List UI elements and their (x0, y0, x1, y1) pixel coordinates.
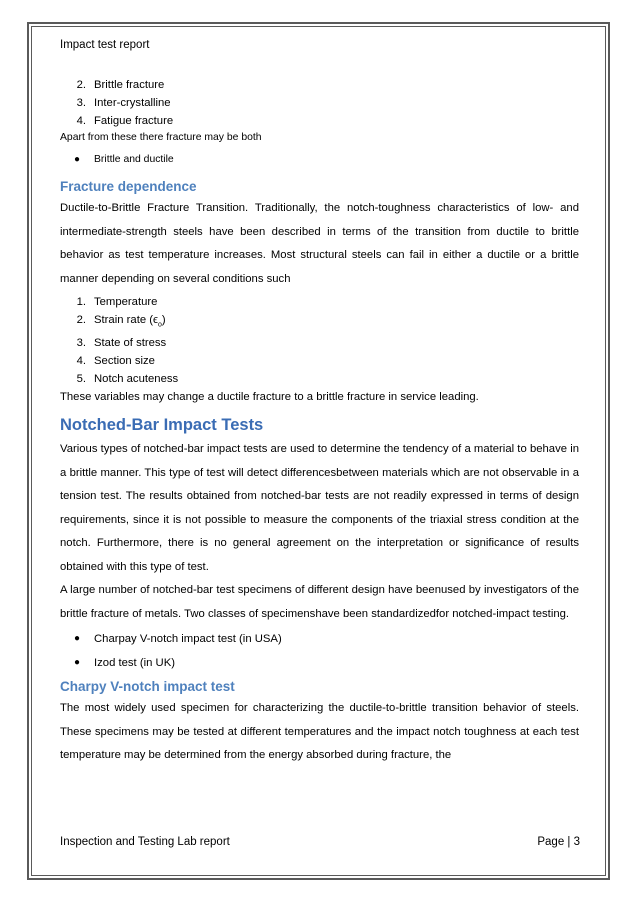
list-number: 3. (76, 337, 86, 350)
list-number: 5. (76, 373, 86, 386)
heading-charpy-v-notch: Charpy V-notch impact test (60, 679, 235, 695)
list-text: Brittle fracture (94, 79, 165, 91)
list-text: Brittle and ductile (94, 154, 174, 165)
list-text: Charpay V-notch impact test (in USA) (94, 633, 282, 646)
list-item (60, 112, 579, 130)
list-text: Izod test (in UK) (94, 657, 175, 670)
specimen-bullet-list (60, 627, 579, 675)
list-text: Fatigue fracture (94, 115, 174, 127)
heading-fracture-dependence: Fracture dependence (60, 179, 197, 194)
list-item (60, 76, 579, 94)
list-item (60, 94, 579, 112)
strain-rate-close: ) (161, 314, 166, 326)
variables-closing-text: These variables may change a ductile fracture to a brittle fracture in service leading. (60, 391, 479, 404)
notched-bar-paragraph-1: Various types of notched-bar impact tests are used to determine the tendency of a material to behave in a brittle manner. This type of test will detect differencesbetween materials which are not observable in a tension test. The results obtained from notched-bar tests are not readily expressed in terms of design requirements, since it is not possible to measure the components of the triaxial stress condition at the notch. Furthermore, there is no general agreement on the interpretation or significance of results obtained with this type of test. (60, 443, 579, 573)
document-body (60, 76, 579, 768)
page-number: Page | 3 (537, 836, 580, 848)
list-item (60, 352, 579, 370)
apart-text: Apart from these there fracture may be both (60, 132, 262, 143)
list-text: Notch acuteness (94, 373, 179, 386)
page-footer-title: Inspection and Testing Lab report (60, 836, 230, 848)
notched-bar-paragraph-2: A large number of notched-bar test specimens of different design have beenused by investigators of the brittle fracture of metals. Two classes of specimenshave been standardizedfor notched-impact testing. (60, 584, 579, 620)
list-text: State of stress (94, 337, 167, 350)
strain-rate-label: Strain rate (ϵ (94, 314, 159, 326)
list-item (60, 311, 579, 334)
both-bullet-list (60, 148, 579, 172)
heading-notched-bar-impact-tests: Notched-Bar Impact Tests (60, 416, 264, 435)
list-item (60, 627, 579, 651)
page-header: Impact test report (60, 39, 150, 51)
list-number: 1. (76, 296, 86, 308)
list-text: Temperature (94, 296, 158, 308)
list-text: Section size (94, 355, 155, 368)
list-item (60, 334, 579, 352)
list-number: 3. (76, 97, 86, 109)
list-number: 2. (76, 79, 86, 91)
charpy-paragraph: The most widely used specimen for characterizing the ductile-to-brittle transition behavior of steels. These specimens may be tested at different temperatures and the impact notch toughness at each test temperature may be determined from the energy absorbed during fracture, the (60, 702, 579, 762)
bullet-icon: ● (73, 633, 81, 645)
list-item (60, 370, 579, 388)
list-item (60, 148, 579, 172)
list-number: 4. (76, 115, 86, 127)
bullet-icon: ● (73, 657, 81, 669)
list-item (60, 293, 579, 311)
list-number: 2. (76, 314, 86, 326)
list-text (94, 311, 579, 334)
fracture-types-list (60, 76, 579, 130)
list-text: Inter-crystalline (94, 97, 171, 109)
list-item (60, 651, 579, 675)
bullet-icon: ● (73, 154, 81, 165)
list-number: 4. (76, 355, 86, 368)
strain-rate-subscript: o (158, 321, 162, 329)
conditions-list (60, 293, 579, 388)
fracture-dependence-paragraph: Ductile-to-Brittle Fracture Transition. Traditionally, the notch-toughness characteristics of low- and intermediate-strength steels have been described in terms of the transition from ductile to brittle behavior as test temperature increases. Most structural steels can fail in either a ductile or a brittle manner depending on several conditions such (60, 202, 579, 285)
